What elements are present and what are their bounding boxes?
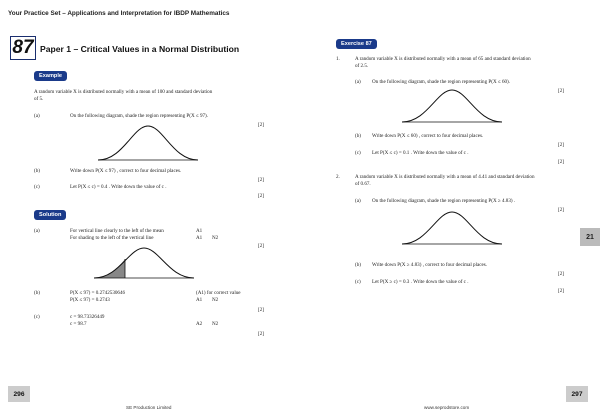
solution-curve-path (94, 248, 194, 278)
q2-stem-line1: A random variable X is distributed normally with a mean of 4.41 and standard deviation (355, 174, 535, 180)
example-part-b-marks: [2] (258, 177, 264, 183)
q2c-marks: [2] (558, 288, 564, 294)
solution-b-line1: P(X ≤ 97) = 0.2742530646 (70, 290, 126, 296)
solution-b-line2-n: N2 (212, 297, 219, 303)
solution-a-line2-code: A1 (196, 235, 203, 241)
q1a-label: (a) (355, 79, 361, 85)
q1b-marks: [2] (558, 142, 564, 148)
example-part-c-marks: [2] (258, 193, 264, 199)
solution-normal-curve (94, 246, 194, 282)
solution-c-line2-code: A2 (196, 321, 203, 327)
q2-number: 2. (336, 174, 340, 180)
example-part-b-text: Write down P(X ≤ 97) , correct to four decimal places. (70, 168, 182, 174)
example-part-c-label: (c) (34, 184, 40, 190)
solution-b-line1-code: (A1) for correct value (196, 290, 241, 296)
publisher-footer: SE Production Limited (126, 405, 172, 410)
example-part-a-marks: [2] (258, 122, 264, 128)
website-footer: www.seprodstore.com (424, 405, 470, 410)
q1-stem-line2: of 2.5. (355, 63, 369, 69)
q1-curve-path (402, 90, 502, 122)
solution-part-c-label: (c) (34, 314, 40, 320)
solution-b-line2-code: A1 (196, 297, 203, 303)
example-normal-curve (98, 124, 198, 164)
q2b-text: Write down P(X ≥ 4.83) , correct to four decimal places. (372, 262, 488, 268)
solution-c-line2: c = 98.7 (70, 321, 87, 327)
q2-curve-path (402, 212, 502, 244)
example-part-a-label: (a) (34, 113, 40, 119)
solution-part-b-label: (b) (34, 290, 40, 296)
solution-a-line2: For shading to the left of the vertical line (70, 235, 154, 241)
exercise-number-badge: 87 (10, 36, 36, 60)
q2-stem-line2: of 0.67. (355, 181, 371, 187)
page-number-left: 296 (8, 386, 30, 402)
example-tag: Example (34, 71, 67, 81)
solution-c-line1: c = 98.73326449 (70, 314, 105, 320)
solution-part-c-marks: [2] (258, 331, 264, 337)
example-stem-line1: A random variable X is distributed normally with a mean of 100 and standard deviation (34, 89, 213, 95)
q2a-marks: [2] (558, 207, 564, 213)
example-part-b-label: (b) (34, 168, 40, 174)
q1a-marks: [2] (558, 88, 564, 94)
book-title: Your Practice Set – Applications and Interpretation for IBDP Mathematics (8, 10, 230, 17)
q1-stem-line1: A random variable X is distributed normally with a mean of 65 and standard deviation (355, 56, 531, 62)
q2a-text: On the following diagram, shade the region representing P(X ≥ 4.83) . (372, 198, 516, 204)
q2c-label: (c) (355, 279, 361, 285)
solution-a-line1: For vertical line clearly to the left of the mean (70, 228, 164, 234)
q2-normal-curve (402, 210, 502, 248)
solution-part-a-label: (a) (34, 228, 40, 234)
example-stem-line2: of 5. (34, 96, 44, 102)
q1-normal-curve (402, 88, 502, 126)
solution-a-line1-code: A1 (196, 228, 203, 234)
page-title: Paper 1 – Critical Values in a Normal Distribution (40, 44, 240, 54)
q2b-marks: [2] (558, 271, 564, 277)
q1a-text: On the following diagram, shade the region representing P(X ≤ 60). (372, 79, 511, 85)
q2a-label: (a) (355, 198, 361, 204)
solution-a-line2-n: N2 (212, 235, 219, 241)
q1-number: 1. (336, 56, 340, 62)
solution-c-line2-n: N2 (212, 321, 219, 327)
solution-part-b-marks: [2] (258, 307, 264, 313)
solution-shaded-region (94, 259, 125, 278)
example-part-a-text: On the following diagram, shade the region representing P(X ≤ 97). (70, 113, 209, 119)
q2c-text: Let P(X ≥ c) = 0.3 . Write down the value of c . (372, 279, 469, 285)
solution-b-line2: P(X ≤ 97) = 0.2743 (70, 297, 110, 303)
solution-part-a-marks: [2] (258, 243, 264, 249)
example-part-c-text: Let P(X ≤ c) = 0.4 . Write down the value of c . (70, 184, 167, 190)
solution-tag: Solution (34, 210, 66, 220)
exercise-tag: Exercise 87 (336, 39, 377, 49)
q1c-marks: [2] (558, 159, 564, 165)
example-curve-path (98, 126, 198, 160)
chapter-side-tab: 21 (580, 228, 600, 246)
q1c-text: Let P(X ≤ c) = 0.1 . Write down the value of c . (372, 150, 469, 156)
q1c-label: (c) (355, 150, 361, 156)
q1b-label: (b) (355, 133, 361, 139)
page-number-right: 297 (566, 386, 588, 402)
q2b-label: (b) (355, 262, 361, 268)
q1b-text: Write down P(X ≤ 60) , correct to four decimal places. (372, 133, 484, 139)
